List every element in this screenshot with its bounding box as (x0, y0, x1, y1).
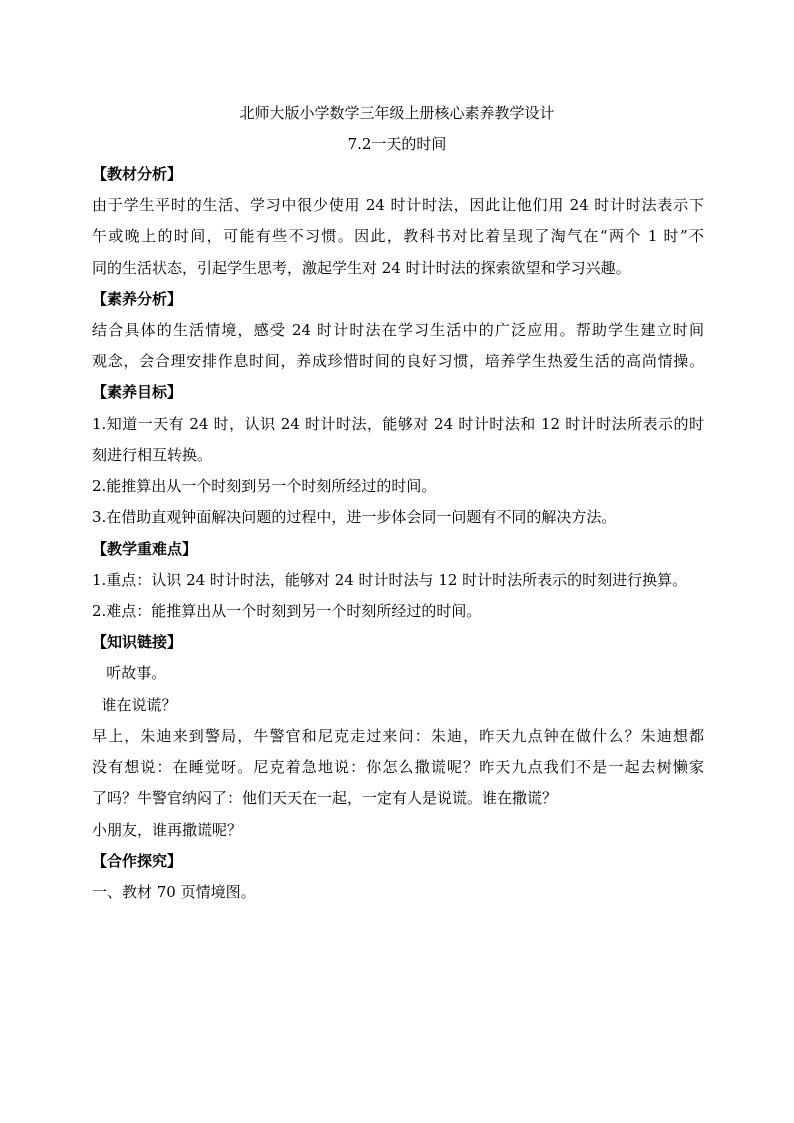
paragraph-line: 观念，会合理安排作息时间，养成珍惜时间的良好习惯，培养学生热爱生活的高尚情操。 (92, 352, 704, 370)
section-heading-competency-goals: 【素养目标】 (92, 383, 183, 401)
paragraph-line: 结合具体的生活情境，感受 24 时计时法在学习生活中的广泛应用。帮助学生建立时间 (92, 321, 704, 339)
paragraph-line: 谁在说谎？ (92, 696, 177, 714)
list-item-continuation: 刻进行相互转换。 (92, 446, 213, 464)
lesson-title: 7.2一天的时间 (347, 135, 447, 153)
section-heading-cooperative-exploration: 【合作探究】 (92, 852, 183, 870)
paragraph-line: 了吗？牛警官纳闷了：他们天天在一起，一定有人是说谎。谁在撒谎？ (92, 789, 558, 807)
paragraph-line: 由于学生平时的生活、学习中很少使用 24 时计时法，因此让他们用 24 时计时法表示下 (92, 196, 704, 214)
paragraph-line: 小朋友，谁再撒谎呢？ (92, 821, 243, 839)
section-heading-textbook-analysis: 【教材分析】 (92, 165, 183, 183)
paragraph-line: 午或晚上的时间，可能有些不习惯。因此，教科书对比着呈现了淘气在“两个 1 时”不 (92, 227, 704, 245)
document-title: 北师大版小学数学三年级上册核心素养教学设计 (239, 104, 555, 122)
list-item: 2.能推算出从一个时刻到另一个时刻所经过的时间。 (92, 477, 437, 495)
paragraph-line: 同的生活状态，引起学生思考，激起学生对 24 时计时法的探索欲望和学习兴趣。 (92, 259, 631, 277)
paragraph-line: 听故事。 (92, 664, 167, 682)
section-heading-competency-analysis: 【素养分析】 (92, 290, 183, 308)
list-item: 1.知道一天有 24 时，认识 24 时计时法，能够对 24 时计时法和 12 时计时法所表示的时 (92, 415, 704, 433)
paragraph-line: 早上，朱迪来到警局，牛警官和尼克走过来问：朱迪，昨天九点钟在做什么？朱迪想都 (92, 727, 704, 745)
paragraph-line: 一、教材 70 页情境图。 (92, 883, 256, 901)
section-heading-key-points: 【教学重难点】 (92, 540, 198, 558)
paragraph-line: 没有想说：在睡觉呀。尼克着急地说：你怎么撒谎呢？昨天九点我们不是一起去树懒家 (92, 758, 704, 776)
list-item: 1.重点：认识 24 时计时法，能够对 24 时计时法与 12 时计时法所表示的时刻进行换算。 (92, 571, 688, 589)
section-heading-knowledge-link: 【知识链接】 (92, 633, 183, 651)
list-item: 3.在借助直观钟面解决问题的过程中，进一步体会同一问题有不同的解决方法。 (92, 508, 617, 526)
list-item: 2.难点：能推算出从一个时刻到另一个时刻所经过的时间。 (92, 602, 482, 620)
